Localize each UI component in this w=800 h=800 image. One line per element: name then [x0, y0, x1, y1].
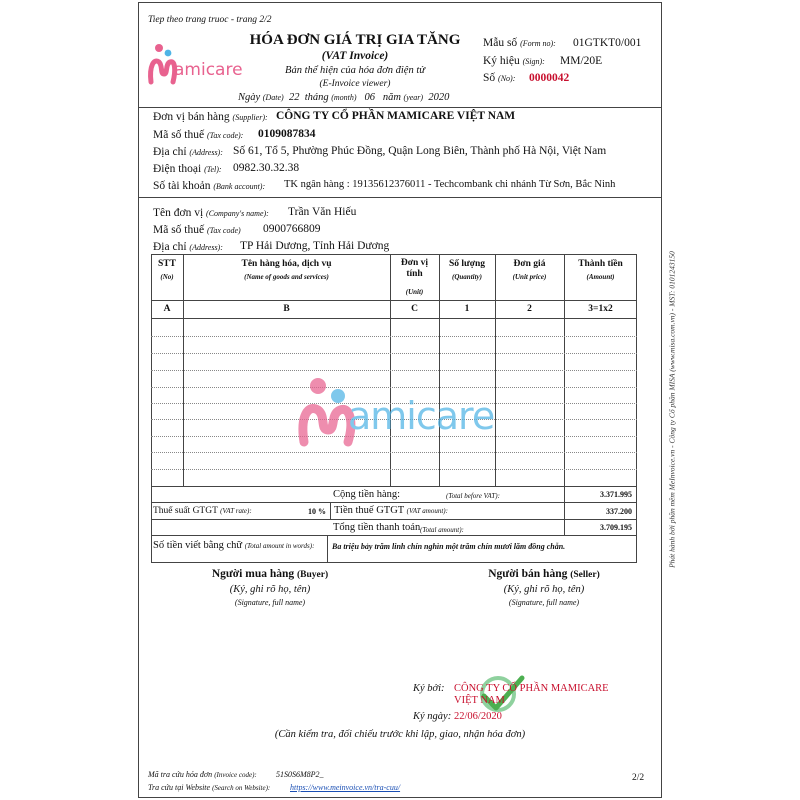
col-code: B	[283, 304, 290, 314]
col-header-stt: STT	[158, 259, 176, 269]
sign-label: Ký hiệu (Sign):	[483, 55, 545, 67]
table-code-divider	[151, 318, 637, 319]
table-row	[151, 452, 637, 453]
supplier-tel-label: Điện thoại (Tel):	[153, 163, 222, 175]
supplier-divider	[138, 197, 662, 198]
check-note: (Cần kiểm tra, đối chiếu trước khi lập, giao, nhận hóa đơn)	[274, 729, 526, 740]
signed-by-label: Ký bởi:	[413, 683, 445, 694]
buyer-tax-label: Mã số thuế (Tax code)	[153, 224, 241, 236]
totals-row-divider	[151, 535, 637, 536]
col-code: A	[163, 304, 171, 314]
total-label-en: (Total amount):	[420, 526, 464, 534]
col-header-qty-en: (Quantity)	[452, 273, 482, 281]
invoice-desc-en: (E-Invoice viewer)	[319, 79, 391, 89]
supplier-bank-label: Số tài khoản (Bank account):	[153, 180, 266, 192]
buyer-sign-note-en: (Signature, full name)	[234, 598, 306, 607]
table-row	[151, 469, 637, 470]
words-label: Số tiền viết bằng chữ (Total amount in words):	[153, 540, 315, 551]
supplier-address: Số 61, Tổ 5, Phường Phúc Đồng, Quận Long Biên, Thành phố Hà Nội, Việt Nam	[233, 145, 607, 157]
signed-by-company: CÔNG TY CỔ PHẦN MAMICARE	[454, 683, 609, 694]
supplier-address-label: Địa chỉ (Address):	[153, 146, 223, 158]
invoice-no-label: Số (No):	[483, 72, 516, 84]
col-header-price: Đơn giá	[513, 259, 546, 269]
invoice-date: Ngày (Date) 22 tháng (month) 06 năm (year) 2020	[238, 92, 450, 103]
form-number-value: 01GTKT0/001	[573, 37, 642, 49]
col-header-unit: Đơn vị tính	[400, 258, 429, 279]
supplier-bank: TK ngân hàng : 19135612376011 - Techcombank chi nhánh Từ Sơn, Bắc Ninh	[284, 179, 616, 190]
subtotal-label: Cộng tiền hàng:	[333, 489, 401, 500]
form-number: Mẫu số (Form no):	[483, 37, 556, 49]
col-header-amount-en: (Amount)	[586, 273, 615, 281]
table-header-divider	[151, 300, 637, 301]
website-label: Tra cứu tại Website (Search on Website):	[148, 783, 271, 792]
subtotal-value: 3.371.995	[600, 490, 632, 499]
supplier-tel: 0982.30.32.38	[233, 162, 300, 174]
lookup-website-link[interactable]: https://www.meinvoice.vn/tra-cuu/	[290, 783, 401, 792]
totals-row-divider	[151, 502, 637, 503]
col-header-amount: Thành tiền	[578, 259, 623, 269]
buyer-tax-code: 0900766809	[263, 223, 321, 235]
page-number: 2/2	[632, 773, 645, 783]
total-label: Tổng tiền thanh toán	[333, 522, 421, 533]
subtotal-label-en: (Total before VAT):	[446, 492, 500, 500]
col-header-price-en: (Unit price)	[512, 273, 547, 281]
invoice-title: HÓA ĐƠN GIÁ TRỊ GIA TĂNG	[249, 32, 461, 48]
invoice-desc: Bản thể hiện của hóa đơn điện tử	[285, 65, 425, 76]
mamicare-logo	[146, 38, 243, 88]
supplier-tax-label: Mã số thuế (Tax code):	[153, 129, 244, 141]
buyer-sign-note: (Ký, ghi rõ họ, tên)	[229, 584, 311, 595]
total-value: 3.709.195	[600, 523, 632, 532]
col-code: 2	[527, 304, 532, 314]
buyer-address: TP Hải Dương, Tỉnh Hải Dương	[240, 240, 390, 252]
vat-rate-label: Thuế suất GTGT (VAT rate):	[153, 506, 252, 516]
col-header-name: Tên hàng hóa, dịch vụ	[241, 259, 332, 269]
col-header-name-en: (Name of goods and services)	[244, 273, 329, 281]
col-code: C	[411, 304, 418, 314]
supplier-label: Đơn vị bán hàng (Supplier):	[153, 111, 268, 123]
vat-rate-divider	[330, 502, 331, 519]
publisher-side-note: Phát hành bởi phần mềm MeInvoice.vn - Công ty Cổ phần MISA (www.misa.com.vn) - MST: 0101243150	[667, 251, 677, 568]
sign-date-label: Ký ngày:	[413, 711, 452, 722]
lookup-code: 51S0S6M8P2_	[276, 770, 324, 779]
words-value: Ba triệu bảy trăm linh chín nghìn một trăm chín mươi lăm đồng chẵn.	[332, 542, 566, 551]
col-header-stt-en: (No)	[160, 273, 174, 281]
sign-date-value: 22/06/2020	[454, 711, 502, 722]
buyer-address-label: Địa chỉ (Address):	[153, 241, 223, 253]
lookup-label: Mã tra cứu hóa đơn (Invoice code):	[148, 770, 257, 779]
totals-row-divider	[151, 519, 637, 520]
col-code: 1	[464, 304, 470, 314]
header-divider	[138, 107, 662, 108]
vat-rate-value: 10 %	[308, 507, 326, 516]
col-code: 3=1x2	[588, 304, 613, 314]
sign-value: MM/20E	[560, 55, 603, 67]
watermark-text: amicare	[348, 394, 495, 438]
logo-text: amicare	[174, 60, 243, 80]
signed-by-company-2: VIỆT NAM	[454, 695, 505, 706]
seller-signature-title: Người bán hàng (Seller)	[488, 568, 600, 580]
table-row	[151, 353, 637, 354]
supplier-tax-code: 0109087834	[258, 128, 316, 140]
seller-sign-note-en: (Signature, full name)	[508, 598, 580, 607]
vat-amount-label: Tiền thuế GTGT (VAT amount):	[334, 505, 448, 516]
col-header-unit-en: (Unit)	[405, 288, 424, 296]
invoice-no-value: 0000042	[529, 72, 570, 84]
continuation-note: Tiep theo trang truoc - trang 2/2	[148, 15, 272, 25]
invoice-subtitle: (VAT Invoice)	[321, 50, 389, 62]
vat-amount-value: 337.200	[606, 507, 632, 516]
supplier-name: CÔNG TY CỔ PHẦN MAMICARE VIỆT NAM	[276, 110, 516, 122]
col-header-qty: Số lượng	[448, 259, 486, 269]
buyer-company-label: Tên đơn vị (Company's name):	[153, 207, 269, 219]
watermark-logo	[292, 370, 552, 450]
buyer-company: Trần Văn Hiếu	[288, 206, 357, 218]
table-row	[151, 336, 637, 337]
buyer-signature-title: Người mua hàng (Buyer)	[211, 568, 329, 580]
seller-sign-note: (Ký, ghi rõ họ, tên)	[503, 584, 585, 595]
words-divider	[327, 535, 328, 563]
